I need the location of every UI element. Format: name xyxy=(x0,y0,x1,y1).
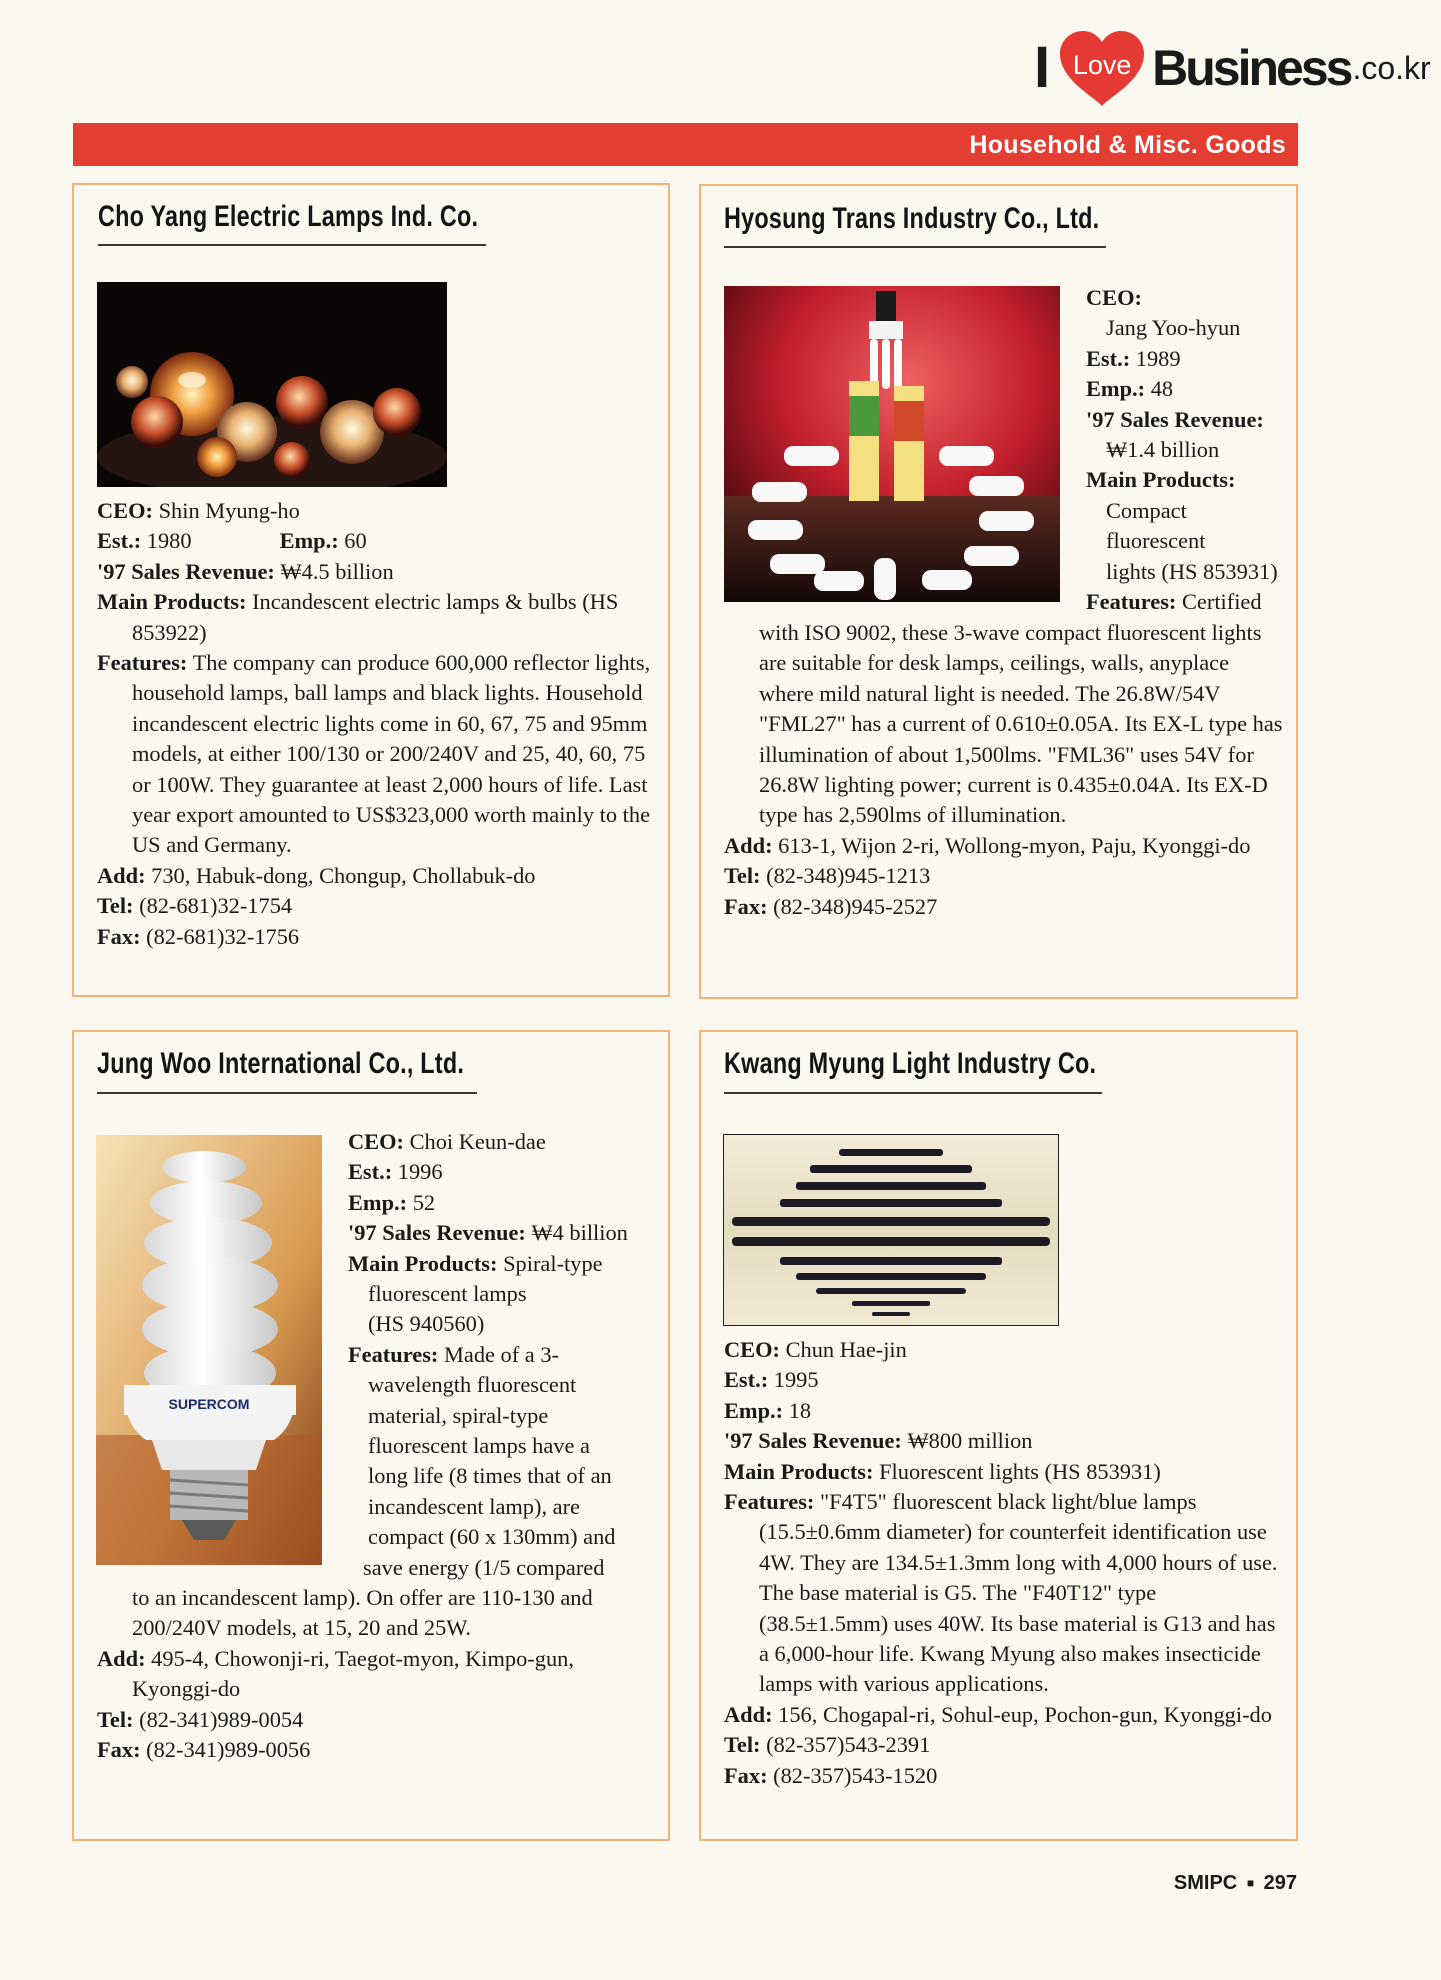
emp-value: 60 xyxy=(344,528,367,554)
est-line xyxy=(348,1157,648,1187)
compact-fluorescent-lamps-photo xyxy=(724,286,1060,602)
revenue-label: '97 Sales Revenue: xyxy=(1086,406,1264,432)
tel-label: Tel: xyxy=(97,893,134,919)
fax-line xyxy=(724,1761,1289,1791)
tel-line xyxy=(724,861,1289,891)
est-value: 1989 xyxy=(1135,345,1181,371)
emp-line xyxy=(1086,374,1286,404)
company-details xyxy=(97,496,657,952)
logo-love: Love xyxy=(1072,50,1132,80)
company-name: Cho Yang Electric Lamps Ind. Co. xyxy=(98,200,479,233)
features-value: incandescent lamp), are xyxy=(368,1493,580,1519)
revenue-line xyxy=(348,1218,648,1248)
address-line xyxy=(97,861,657,891)
ceo-label: CEO: xyxy=(348,1129,404,1154)
features-value: Made of a 3- xyxy=(443,1341,559,1367)
address-line xyxy=(724,1700,1289,1730)
fax-value: (82-681)32-1756 xyxy=(146,923,300,949)
address-label: Add: xyxy=(724,1701,773,1727)
features-value: material, spiral-type xyxy=(368,1402,549,1428)
features-label: Features: xyxy=(1086,589,1177,615)
title-underline xyxy=(97,1092,477,1094)
spiral-lamp-photo xyxy=(96,1135,322,1565)
features-value: fluorescent lamps have a xyxy=(368,1433,590,1459)
tel-line xyxy=(97,891,657,921)
products-value: lights (HS 853931) xyxy=(1106,558,1278,584)
emp-value: 18 xyxy=(788,1397,812,1423)
features-value: The company can produce 600,000 reflector lights, household lamps, ball lamps and black lights. Household incandescent electric lights come in 60, 67, 75 and 95mm models, at either 100/130 or 200/240V and 25, 40, 60, 75 or 100W. They guarantee at least 2,000 hours of life. Last year export amounted to US$323,000 worth mainly to the US and Germany. xyxy=(132,650,651,858)
est-line xyxy=(724,1365,1289,1395)
company-details-side xyxy=(348,1127,648,1583)
title-underline xyxy=(724,246,1106,248)
supercom-label: SUPERCOM xyxy=(168,1396,250,1412)
logo-domain: .co.kr xyxy=(1352,49,1431,86)
est-line xyxy=(1086,344,1286,374)
products-value: (HS 940560) xyxy=(368,1311,485,1337)
products-value: fluorescent xyxy=(1106,528,1206,554)
company-name: Jung Woo International Co., Ltd. xyxy=(97,1047,465,1080)
revenue-value: ₩1.4 billion xyxy=(1106,437,1220,463)
tel-label: Tel: xyxy=(724,1732,761,1758)
features-line xyxy=(724,1487,1289,1700)
tel-value: (82-357)543-2391 xyxy=(766,1732,931,1758)
products-label: Main Products: xyxy=(1086,467,1236,493)
products-value: Spiral-type xyxy=(503,1250,603,1276)
products-label: Main Products: xyxy=(724,1458,874,1484)
page-number: 297 xyxy=(1263,1872,1297,1894)
products-label: Main Products: xyxy=(97,589,247,615)
features-label: Features: xyxy=(348,1341,439,1367)
ceo-value: Jang Yoo-hyun xyxy=(1106,315,1241,341)
features-value: "F4T5" fluorescent black light/blue lamps (15.5±0.6mm diameter) for counterfeit identification use 4W. They are 134.5±1.3mm long with 4,000 hours of use. The base material is G5. The "F40T12" type (38.5±1.5mm) uses 40W. Its base material is G13 and has a 6,000-hour life. Kwang Myung also makes insecticide lamps with various applications. xyxy=(759,1489,1278,1697)
address-label: Add: xyxy=(724,832,773,858)
ceo-line xyxy=(348,1127,648,1157)
title-underline xyxy=(724,1092,1102,1094)
est-label: Est.: xyxy=(724,1367,769,1393)
features-value: wavelength fluorescent xyxy=(368,1372,577,1398)
revenue-line xyxy=(97,557,657,587)
heart-icon xyxy=(1056,28,1148,108)
revenue-value: ₩4.5 billion xyxy=(280,558,394,584)
products-label: Main Products: xyxy=(348,1250,498,1276)
address-line xyxy=(97,1644,657,1705)
address-value: 156, Chogapal-ri, Sohul-eup, Pochon-gun, Kyonggi-do xyxy=(778,1701,1272,1727)
ceo-value: Chun Hae-jin xyxy=(785,1337,907,1362)
light-bulbs-photo xyxy=(97,282,447,487)
revenue-label: '97 Sales Revenue: xyxy=(348,1220,526,1246)
company-details-side xyxy=(1086,283,1286,617)
revenue-line xyxy=(1086,405,1286,435)
section-title: Household & Misc. Goods xyxy=(969,131,1286,159)
emp-label: Emp.: xyxy=(1086,376,1146,402)
est-value: 1995 xyxy=(773,1367,819,1393)
features-label: Features: xyxy=(724,1489,815,1515)
revenue-line xyxy=(724,1426,1289,1456)
tel-label: Tel: xyxy=(97,1706,134,1732)
address-line xyxy=(724,831,1289,861)
features-value: save energy (1/5 compared xyxy=(363,1554,605,1580)
address-value: 613-1, Wijon 2-ri, Wollong-myon, Paju, Kyonggi-do xyxy=(778,832,1251,858)
tel-value: (82-681)32-1754 xyxy=(139,893,293,919)
tube-lamps-photo xyxy=(723,1134,1059,1326)
tel-line xyxy=(724,1730,1289,1760)
page-footer xyxy=(1174,1872,1297,1895)
ceo-label: CEO: xyxy=(97,498,153,523)
company-details xyxy=(724,618,1289,922)
emp-line xyxy=(724,1396,1289,1426)
products-line xyxy=(1086,465,1286,495)
fax-value: (82-341)989-0056 xyxy=(146,1737,311,1763)
ceo-line xyxy=(724,1335,1289,1365)
ceo-label: CEO: xyxy=(1086,285,1142,310)
products-line xyxy=(348,1249,648,1279)
revenue-label: '97 Sales Revenue: xyxy=(724,1428,902,1454)
products-value: Fluorescent lights (HS 853931) xyxy=(879,1458,1161,1484)
fax-line xyxy=(97,922,657,952)
features-value: to an incandescent lamp). On offer are 110-130 and 200/240V models, at 15, 20 and 25W. xyxy=(132,1585,593,1641)
revenue-value: ₩800 million xyxy=(907,1428,1033,1454)
ceo-value: Shin Myung-ho xyxy=(158,498,300,523)
footer-label: SMIPC xyxy=(1173,1872,1238,1894)
est-label: Est.: xyxy=(97,528,142,554)
features-value: long life (8 times that of an xyxy=(368,1463,612,1489)
tel-value: (82-341)989-0054 xyxy=(139,1706,304,1732)
emp-label: Emp.: xyxy=(724,1397,784,1423)
products-value: Compact xyxy=(1106,497,1187,523)
products-line xyxy=(724,1457,1289,1487)
features-line xyxy=(97,648,657,861)
address-value: 495-4, Chowonji-ri, Taegot-myon, Kimpo-gun, Kyonggi-do xyxy=(132,1645,574,1702)
est-label: Est.: xyxy=(348,1159,393,1185)
ceo-value: Choi Keun-dae xyxy=(409,1129,546,1154)
emp-label: Emp.: xyxy=(348,1189,408,1215)
est-label: Est.: xyxy=(1086,345,1131,371)
i-love-business-logo xyxy=(1034,26,1431,110)
revenue-value: ₩4 billion xyxy=(531,1220,628,1246)
ceo-line xyxy=(1086,283,1286,313)
tel-label: Tel: xyxy=(724,863,761,889)
emp-line xyxy=(348,1188,648,1218)
footer-separator: ■ xyxy=(1246,1876,1255,1890)
est-emp-line xyxy=(97,526,657,556)
fax-value: (82-348)945-2527 xyxy=(773,893,938,919)
company-name: Kwang Myung Light Industry Co. xyxy=(724,1047,1097,1080)
features-line xyxy=(1086,587,1286,617)
fax-line xyxy=(97,1735,657,1765)
products-line xyxy=(97,587,657,648)
products-value: Incandescent electric lamps & bulbs (HS 853922) xyxy=(132,589,619,645)
fax-value: (82-357)543-1520 xyxy=(773,1762,938,1788)
address-value: 730, Habuk-dong, Chongup, Chollabuk-do xyxy=(151,862,536,888)
features-value: Certified xyxy=(1181,589,1262,615)
fax-label: Fax: xyxy=(724,1762,768,1788)
fax-label: Fax: xyxy=(97,923,141,949)
emp-value: 52 xyxy=(412,1189,436,1215)
logo-i: I xyxy=(1034,35,1051,100)
features-label: Features: xyxy=(97,650,188,676)
emp-label: Emp.: xyxy=(279,528,339,554)
features-line xyxy=(348,1340,648,1370)
revenue-label: '97 Sales Revenue: xyxy=(97,558,275,584)
section-banner xyxy=(73,123,1298,166)
title-underline xyxy=(98,244,486,246)
company-details xyxy=(97,1583,657,1765)
ceo-line xyxy=(97,496,657,526)
fax-label: Fax: xyxy=(724,893,768,919)
fax-label: Fax: xyxy=(97,1737,141,1763)
company-name: Hyosung Trans Industry Co., Ltd. xyxy=(724,202,1100,235)
est-value: 1996 xyxy=(397,1159,443,1185)
address-label: Add: xyxy=(97,862,146,888)
products-value: fluorescent lamps xyxy=(368,1281,527,1307)
fax-line xyxy=(724,892,1289,922)
address-label: Add: xyxy=(97,1645,146,1671)
emp-value: 48 xyxy=(1150,376,1174,402)
features-value: compact (60 x 130mm) and xyxy=(368,1524,616,1550)
logo-business: Business xyxy=(1152,40,1351,96)
tel-line xyxy=(97,1705,657,1735)
company-details xyxy=(724,1335,1289,1791)
ceo-label: CEO: xyxy=(724,1337,780,1362)
tel-value: (82-348)945-1213 xyxy=(766,863,931,889)
features-value: with ISO 9002, these 3-wave compact fluorescent lights are suitable for desk lamps, ceilings, walls, anyplace where mild natural light is needed. The 26.8W/54V "FML27" has a current of 0.610±0.05A. Its EX-L type has illumination of about 1,500lms. "FML36" uses 54V for 26.8W lighting power; current is 0.435±0.04A. Its EX-D type has 2,590lms of illumination. xyxy=(759,620,1283,828)
est-value: 1980 xyxy=(146,528,192,554)
